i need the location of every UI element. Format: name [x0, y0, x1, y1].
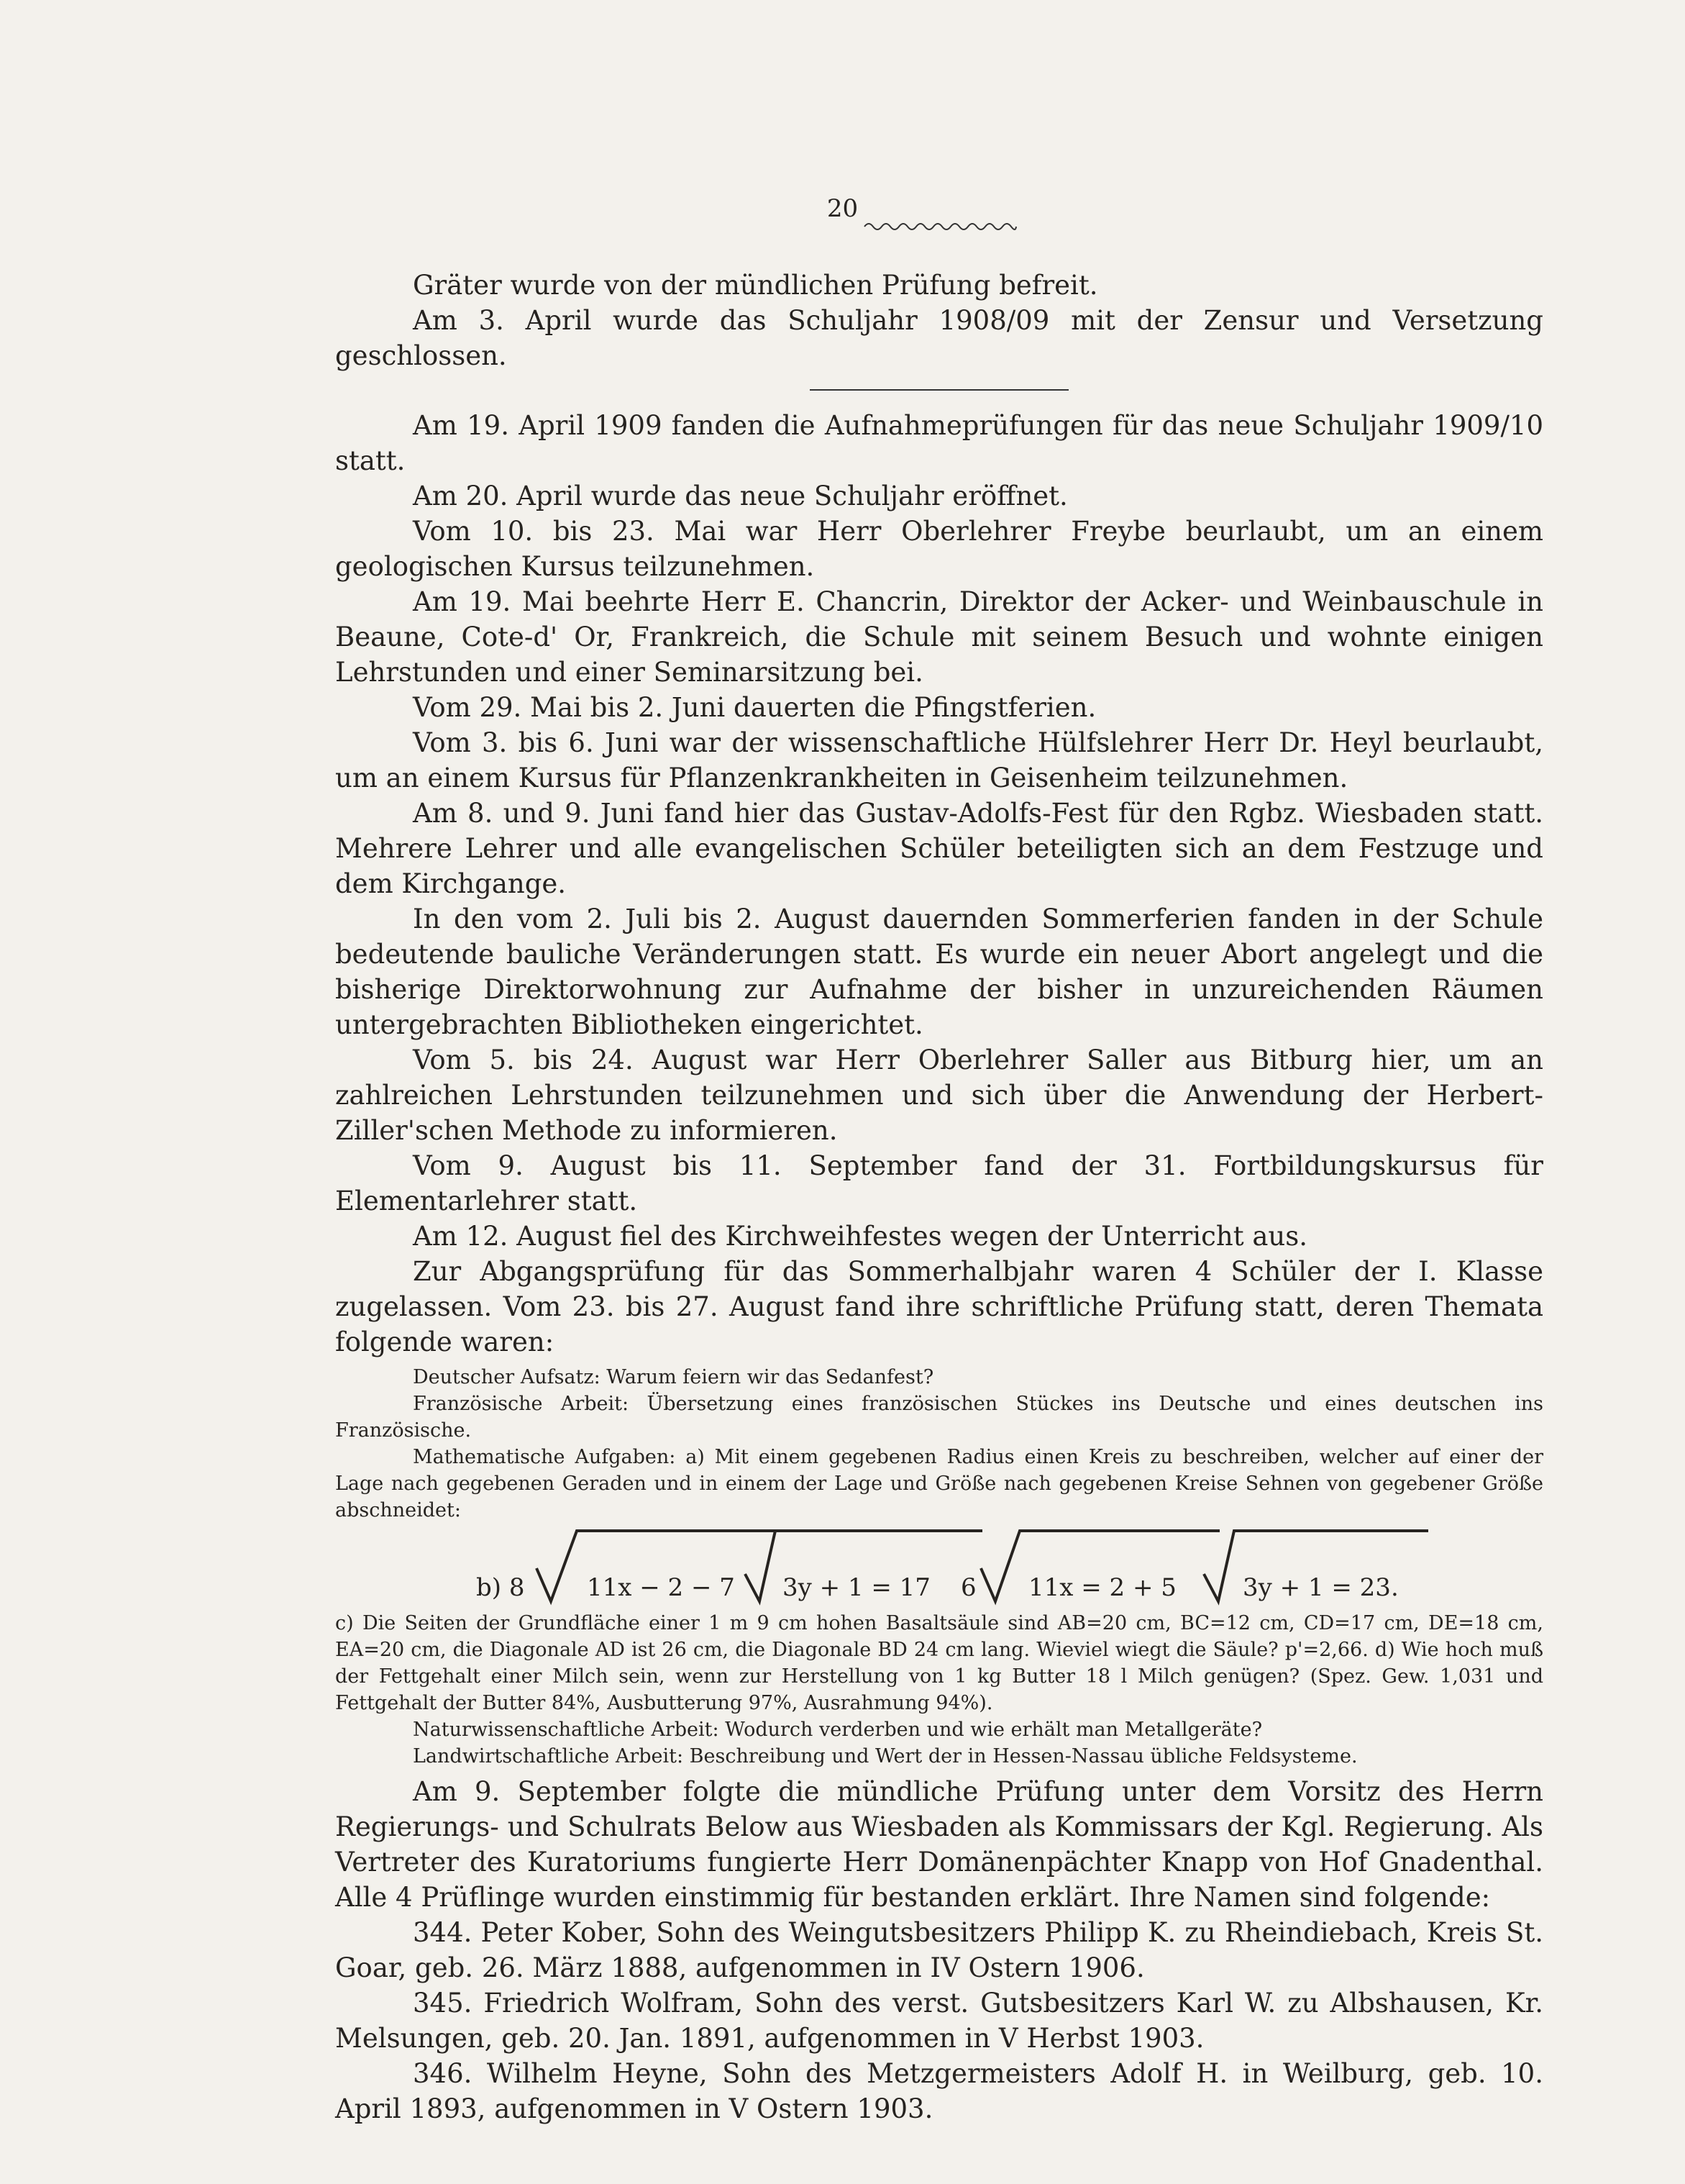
exam-topic-math: Mathematische Aufgaben: a) Mit einem gegebenen Radius einen Kreis zu beschreiben, welcher auf einer der Lage nach gegebenen Geraden und in einem der Lage und Größe nach gegebenen Kreise Sehnen von gegebener Größe abschneidet: [335, 1446, 1543, 1521]
paragraph: Vom 3. bis 6. Juni war der wissenschaftliche Hülfslehrer Herr Dr. Heyl beurlaubt, um an einem Kursus für Pflanzenkrankheiten in Geisenheim teilzunehmen. [335, 727, 1543, 793]
math-label: b) 8 [476, 1573, 525, 1602]
student-entry: 345. Friedrich Wolfram, Sohn des verst. Gutsbesitzers Karl W. zu Albshausen, Kr. Melsungen, geb. 20. Jan. 1891, aufgenommen in V Herbst 1903. [335, 1988, 1543, 2054]
page-number: 20 [826, 194, 859, 223]
paragraph: Am 8. und 9. Juni fand hier das Gustav-Adolfs-Fest für den Rgbz. Wiesbaden statt. Mehrere Lehrer und alle evangelischen Schüler beteiligten sich an dem Festzuge und dem Kirchgange. [335, 798, 1543, 899]
math-term: 3y + 1 = 23. [1243, 1573, 1399, 1602]
paragraph: Gräter wurde von der mündlichen Prüfung befreit. [413, 270, 1098, 301]
math-equation-row [335, 1524, 1543, 1610]
page-number-ornament [863, 219, 1018, 234]
exam-topic-math-cd: c) Die Seiten der Grundfläche einer 1 m 9 cm hohen Basaltsäule sind AB=20 cm, BC=12 cm, CD=17 cm, DE=18 cm, EA=20 cm, die Diagonale AD ist 26 cm, die Diagonale BD 24 cm lang. Wieviel wiegt die Säule? p'=2,66. d) Wie hoch muß der Fettgehalt einer Milch sein, wenn zur Herstellung von 1 kg Butter 18 l Milch genügen? (Spez. Gew. 1,031 und Fettgehalt der Butter 84%, Ausbutterung 97%, Ausrahmung 94%). [335, 1612, 1543, 1714]
student-entry: 346. Wilhelm Heyne, Sohn des Metzgermeisters Adolf H. in Weilburg, geb. 10. April 1893, aufgenommen in V Ostern 1903. [335, 2058, 1543, 2124]
math-term: 11x = 2 + 5 [1028, 1573, 1177, 1602]
student-entry: 344. Peter Kober, Sohn des Weingutsbesitzers Philipp K. zu Rheindiebach, Kreis St. Goar, geb. 26. März 1888, aufgenommen in IV Ostern 1906. [335, 1917, 1543, 1983]
body-text [335, 268, 1543, 2126]
paragraph: Vom 10. bis 23. Mai war Herr Oberlehrer Freybe beurlaubt, um an einem geologischen Kursus teilzunehmen. [335, 516, 1543, 582]
paragraph: Am 19. Mai beehrte Herr E. Chancrin, Direktor der Acker- und Weinbauschule in Beaune, Cote-d' Or, Frankreich, die Schule mit seinem Besuch und wohnte einigen Lehrstunden und einer Seminarsitzung bei. [335, 586, 1543, 688]
radical-signs [335, 1524, 1543, 1610]
exam-topic-agriculture: Landwirtschaftliche Arbeit: Beschreibung und Wert der in Hessen-Nassau übliche Feldsysteme. [413, 1745, 1358, 1767]
section-divider [810, 389, 1069, 391]
exam-topic-science: Naturwissenschaftliche Arbeit: Wodurch verderben und wie erhält man Metallgeräte? [413, 1719, 1263, 1741]
paragraph: In den vom 2. Juli bis 2. August dauernden Sommerferien fanden in der Schule bedeutende bauliche Veränderungen statt. Es wurde ein neuer Abort angelegt und die bisherige Direktorwohnung zur Aufnahme der bisher in unzureichenden Räumen untergebrachten Bibliotheken eingerichtet. [335, 904, 1543, 1040]
paragraph: Am 20. April wurde das neue Schuljahr eröffnet. [413, 481, 1068, 511]
math-term: 6 [961, 1573, 977, 1602]
math-term: 3y + 1 = 17 [782, 1573, 931, 1602]
paragraph: Vom 9. August bis 11. September fand der 31. Fortbildungskursus für Elementarlehrer statt. [335, 1150, 1543, 1216]
exam-topic-french: Französische Arbeit: Übersetzung eines französischen Stückes ins Deutsche und eines deutschen ins Französische. [335, 1393, 1543, 1442]
paragraph: Vom 5. bis 24. August war Herr Oberlehrer Saller aus Bitburg hier, um an zahlreichen Lehrstunden teilzunehmen und sich über die Anwendung der Herbert-Ziller'schen Methode zu informieren. [335, 1045, 1543, 1146]
paragraph: Am 19. April 1909 fanden die Aufnahmeprüfungen für das neue Schuljahr 1909/10 statt. [335, 410, 1543, 476]
exam-topic-german: Deutscher Aufsatz: Warum feiern wir das Sedanfest? [413, 1366, 934, 1388]
math-term: 11x − 2 − 7 [587, 1573, 735, 1602]
paragraph: Am 3. April wurde das Schuljahr 1908/09 mit der Zensur und Versetzung geschlossen. [335, 305, 1543, 371]
paragraph: Am 9. September folgte die mündliche Prüfung unter dem Vorsitz des Herrn Regierungs- und Schulrats Below aus Wiesbaden als Kommissars der Kgl. Regierung. Als Vertreter des Kuratoriums fungierte Herr Domänenpächter Knapp von Hof Gnadenthal. Alle 4 Prüflinge wurden einstimmig für bestanden erklärt. Ihre Namen sind folgende: [335, 1776, 1543, 1913]
paragraph: Am 12. August fiel des Kirchweihfestes wegen der Unterricht aus. [413, 1221, 1307, 1252]
paragraph: Vom 29. Mai bis 2. Juni dauerten die Pfingstferien. [413, 692, 1097, 723]
paragraph: Zur Abgangsprüfung für das Sommerhalbjahr waren 4 Schüler der I. Klasse zugelassen. Vom 23. bis 27. August fand ihre schriftliche Prüfung statt, deren Themata folgende waren: [335, 1256, 1543, 1357]
